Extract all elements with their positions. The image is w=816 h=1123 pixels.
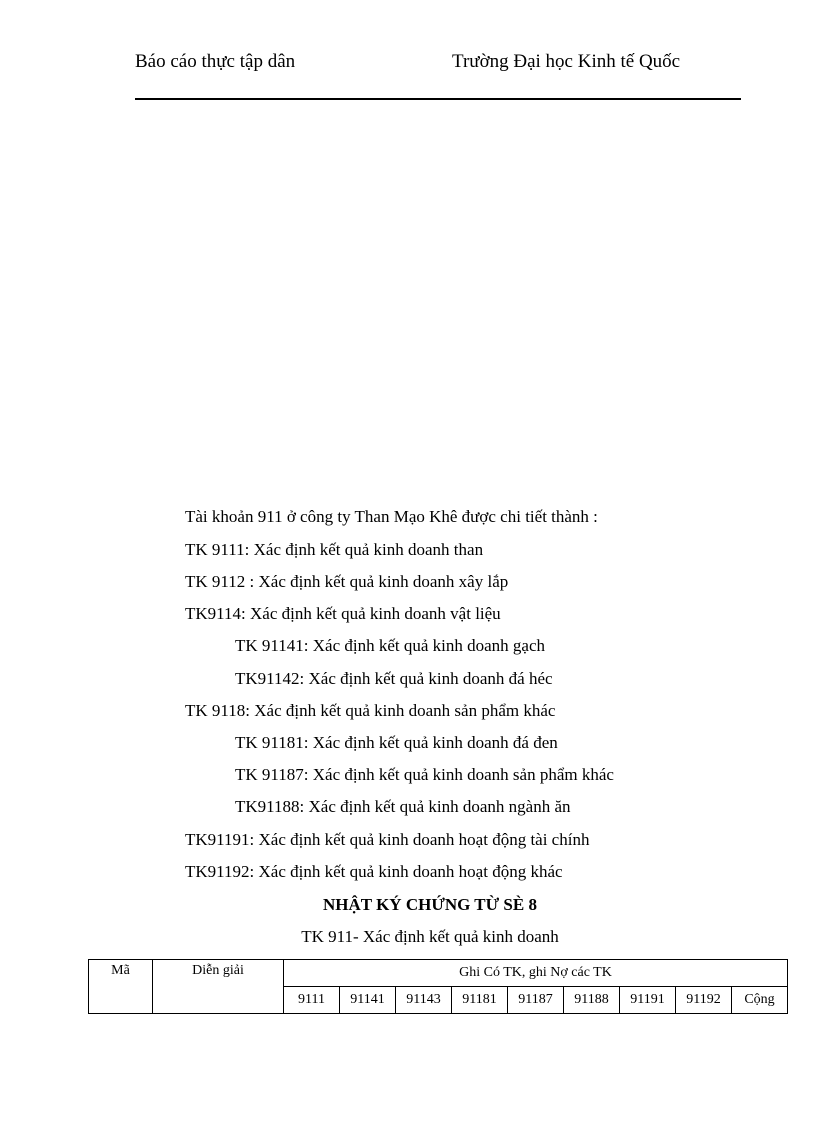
account-column-header: 9111: [284, 987, 340, 1014]
subaccount-line: TK91142: Xác định kết quả kinh doanh đá héc: [235, 669, 553, 688]
account-column-header: 91188: [564, 987, 620, 1014]
subaccount-line: TK 91187: Xác định kết quả kinh doanh sản phẩm khác: [235, 765, 614, 784]
subaccount-line: TK 91141: Xác định kết quả kinh doanh gạch: [235, 636, 546, 655]
account-column-header: 91181: [452, 987, 508, 1014]
intro-line: Tài khoản 911 ở công ty Than Mạo Khê được chi tiết thành :: [185, 507, 598, 526]
code-column-header: Mã: [89, 960, 153, 1014]
subaccount-line: TK91188: Xác định kết quả kinh doanh ngành ăn: [235, 797, 571, 816]
header-left-text: Báo cáo thực tập dân: [135, 51, 296, 72]
credit-group-header: Ghi Có TK, ghi Nợ các TK: [284, 960, 788, 987]
account-column-header: 91192: [676, 987, 732, 1014]
header-divider: [135, 98, 741, 100]
account-line: TK 9118: Xác định kết quả kinh doanh sản phẩm khác: [185, 701, 556, 720]
subaccount-line: TK 91181: Xác định kết quả kinh doanh đá đen: [235, 733, 558, 752]
account-column-header: 91141: [340, 987, 396, 1014]
journal-subtitle: TK 911- Xác định kết quả kinh doanh: [301, 927, 559, 946]
header-right-text: Trường Đại học Kinh tế Quốc: [452, 51, 681, 72]
account-line: TK9114: Xác định kết quả kinh doanh vật liệu: [185, 604, 501, 623]
account-line: TK 9111: Xác định kết quả kinh doanh than: [185, 540, 484, 559]
journal-title: NHẬT KÝ CHỨNG TỪ SÈ 8: [323, 895, 537, 914]
account-column-header: 91143: [396, 987, 452, 1014]
account-column-header: 91191: [620, 987, 676, 1014]
account-line: TK91191: Xác định kết quả kinh doanh hoạt động tài chính: [185, 830, 590, 849]
total-column-header: Cộng: [732, 987, 788, 1014]
account-line: TK 9112 : Xác định kết quả kinh doanh xây lắp: [185, 572, 509, 591]
account-line: TK91192: Xác định kết quả kinh doanh hoạt động khác: [185, 862, 563, 881]
account-column-header: 91187: [508, 987, 564, 1014]
description-column-header: Diễn giải: [153, 960, 284, 1014]
journal-table: [88, 959, 788, 1014]
